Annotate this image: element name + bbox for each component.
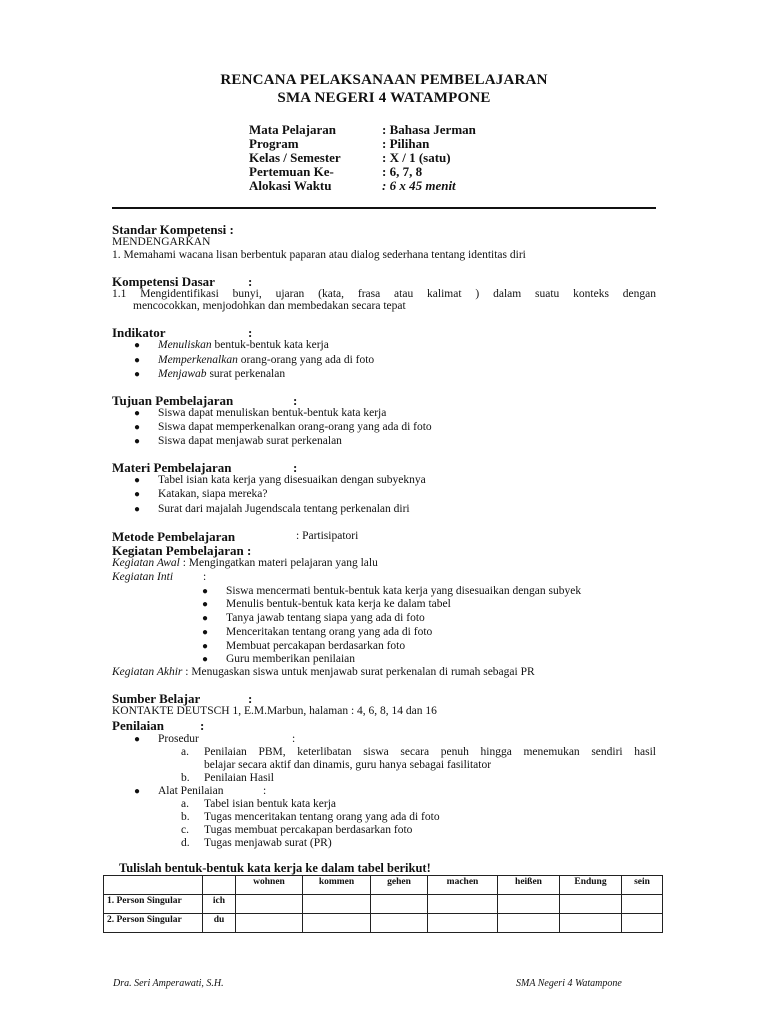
materi-text: Tabel isian kata kerja yang disesuaikan dengan subyeknya — [158, 474, 426, 486]
answer-cell[interactable] — [560, 895, 622, 914]
table-header: heißen — [498, 876, 560, 895]
bullet-icon: ● — [202, 586, 209, 597]
standar-heading: Standar Kompetensi : — [112, 222, 234, 237]
table-header: Endung — [560, 876, 622, 895]
answer-cell[interactable] — [236, 895, 303, 914]
alat-item: Tugas menjawab surat (PR) — [204, 837, 332, 849]
meta-key: Alokasi Waktu — [249, 178, 332, 193]
meta-value: : Bahasa Jerman — [382, 122, 476, 137]
school-name: SMA NEGERI 4 WATAMPONE — [277, 90, 491, 106]
meta-value: : X / 1 (satu) — [382, 150, 451, 165]
answer-cell[interactable] — [303, 914, 371, 933]
indikator-verb: Menjawab — [158, 368, 207, 380]
bullet-icon: ● — [134, 340, 141, 351]
bullet-icon: ● — [134, 355, 141, 366]
prosedur-colon: : — [292, 733, 296, 745]
letter-d: d. — [181, 837, 190, 849]
bullet-icon: ● — [134, 408, 141, 419]
bullet-icon: ● — [134, 369, 141, 380]
table-header: gehen — [371, 876, 428, 895]
prosedur-a-line1: Penilaian PBM, keterlibatan siswa secara penuh hingga menemukan sendiri hasil — [204, 746, 656, 758]
list-item — [134, 435, 342, 447]
list-item — [134, 354, 374, 366]
list-item — [134, 503, 410, 515]
tujuan-heading: Tujuan Pembelajaran — [112, 393, 234, 408]
answer-cell[interactable] — [622, 895, 663, 914]
letter-c: c. — [181, 824, 189, 836]
kompetensi-heading: Kompetensi Dasar — [112, 274, 215, 289]
kegiatan-akhir — [112, 666, 535, 678]
pronoun-cell: ich — [203, 895, 236, 914]
indikator-colon: : — [248, 325, 253, 340]
alat-item: Tabel isian bentuk kata kerja — [204, 798, 337, 810]
table-header: kommen — [303, 876, 371, 895]
bullet-icon: ● — [134, 489, 141, 500]
meta-key: Program — [249, 136, 299, 151]
kegiatan-inti-colon: : — [203, 571, 207, 583]
alat-label: Alat Penilaian — [158, 785, 224, 797]
list-item — [202, 626, 432, 638]
penilaian-colon: : — [200, 718, 205, 733]
list-item — [134, 733, 199, 745]
list-item — [134, 474, 426, 486]
tujuan-text: Siswa dapat menuliskan bentuk-bentuk kata kerja — [158, 407, 387, 419]
kompetensi-line1: 1.1 Mengidentifikasi bunyi, ujaran (kata, frasa atau kalimat ) dalam suatu konteks dengan — [112, 288, 656, 300]
table-header: sein — [622, 876, 663, 895]
letter-b: b. — [181, 772, 190, 784]
kegiatan-awal — [112, 557, 378, 569]
meta-value: : 6, 7, 8 — [382, 164, 423, 179]
kegiatan-heading: Kegiatan Pembelajaran : — [112, 543, 252, 558]
bullet-icon: ● — [134, 504, 141, 515]
list-item — [202, 640, 405, 652]
bullet-icon: ● — [202, 613, 209, 624]
answer-cell[interactable] — [428, 895, 498, 914]
table-header-row — [104, 876, 663, 895]
kegiatan-inti-text: Membuat percakapan berdasarkan foto — [226, 640, 406, 652]
standar-sub: MENDENGARKAN — [112, 236, 211, 248]
bullet-icon: ● — [202, 627, 209, 638]
person-cell: 2. Person Singular — [104, 914, 203, 933]
kegiatan-inti-text: Menulis bentuk-bentuk kata kerja ke dalam tabel — [226, 598, 451, 610]
kompetensi-line2: mencocokkan, menjodohkan dan membedakan secara tepat — [133, 300, 406, 312]
meta-key: Mata Pelajaran — [249, 122, 337, 137]
list-item — [134, 785, 223, 797]
answer-cell[interactable] — [428, 914, 498, 933]
tujuan-colon: : — [293, 393, 298, 408]
alat-colon: : — [263, 785, 267, 797]
meta-key: Kelas / Semester — [249, 150, 341, 165]
metode-heading: Metode Pembelajaran — [112, 529, 236, 544]
bullet-icon: ● — [202, 599, 209, 610]
letter-a: a. — [181, 746, 189, 758]
kegiatan-inti-label: Kegiatan Inti — [112, 571, 174, 583]
bullet-icon: ● — [134, 475, 141, 486]
list-item — [134, 368, 285, 380]
indikator-text: surat perkenalan — [206, 368, 286, 380]
answer-cell[interactable] — [622, 914, 663, 933]
metode-value: : Partisipatori — [296, 530, 359, 542]
list-item — [202, 598, 451, 610]
prosedur-a-line2: belajar secara aktif dan dinamis, guru hanya sebagai fasilitator — [204, 759, 492, 771]
prosedur-b: Penilaian Hasil — [204, 772, 274, 784]
bullet-icon: ● — [202, 641, 209, 652]
alat-item: Tugas menceritakan tentang orang yang ada di foto — [204, 811, 440, 823]
list-item — [134, 407, 386, 419]
answer-cell[interactable] — [560, 914, 622, 933]
kompetensi-colon: : — [248, 274, 253, 289]
kegiatan-inti-text: Guru memberikan penilaian — [226, 653, 356, 665]
bullet-icon: ● — [134, 422, 141, 433]
indikator-text: bentuk-bentuk kata kerja — [211, 339, 329, 351]
kegiatan-awal-label: Kegiatan Awal — [112, 557, 180, 569]
tujuan-text: Siswa dapat menjawab surat perkenalan — [158, 435, 342, 447]
table-row — [104, 914, 663, 933]
verb-table — [103, 875, 663, 933]
materi-text: Katakan, siapa mereka? — [158, 488, 268, 500]
header-divider — [112, 207, 656, 209]
sumber-text: KONTAKTE DEUTSCH 1, E.M.Marbun, halaman : 4, 6, 8, 14 dan 16 — [112, 705, 437, 717]
meta-value: : 6 x 45 menit — [382, 178, 456, 193]
meta-row-time — [249, 178, 456, 194]
table-header: machen — [428, 876, 498, 895]
list-item — [202, 585, 581, 597]
indikator-heading: Indikator — [112, 325, 166, 340]
table-header — [104, 876, 203, 895]
indikator-verb: Menuliskan — [158, 339, 212, 351]
kegiatan-akhir-label: Kegiatan Akhir — [112, 666, 183, 678]
kegiatan-akhir-value: : Menugaskan siswa untuk menjawab surat perkenalan di rumah sebagai PR — [185, 666, 535, 678]
letter-b: b. — [181, 811, 190, 823]
answer-cell[interactable] — [371, 895, 428, 914]
sumber-heading: Sumber Belajar — [112, 691, 201, 706]
kegiatan-inti-text: Tanya jawab tentang siapa yang ada di foto — [226, 612, 425, 624]
list-item — [134, 339, 329, 351]
bullet-icon: ● — [134, 734, 141, 745]
kegiatan-inti-text: Siswa mencermati bentuk-bentuk kata kerja yang disesuaikan dengan subyek — [226, 585, 582, 597]
document-title: RENCANA PELAKSANAAN PEMBELAJARAN — [220, 72, 548, 88]
answer-cell[interactable] — [236, 914, 303, 933]
pronoun-cell: du — [203, 914, 236, 933]
table-header — [203, 876, 236, 895]
alat-item: Tugas membuat percakapan berdasarkan foto — [204, 824, 413, 836]
table-instruction: Tulislah bentuk-bentuk kata kerja ke dalam tabel berikut! — [119, 861, 431, 875]
letter-a: a. — [181, 798, 189, 810]
indikator-text: orang-orang yang ada di foto — [237, 354, 375, 366]
indikator-verb: Memperkenalkan — [158, 354, 238, 366]
footer-school: SMA Negeri 4 Watampone — [516, 978, 622, 989]
penilaian-heading: Penilaian — [112, 718, 165, 733]
bullet-icon: ● — [134, 786, 141, 797]
table-header: wohnen — [236, 876, 303, 895]
list-item — [134, 421, 432, 433]
person-cell: 1. Person Singular — [104, 895, 203, 914]
meta-value: : Pilihan — [382, 136, 430, 151]
materi-colon: : — [293, 460, 298, 475]
answer-cell[interactable] — [303, 895, 371, 914]
bullet-icon: ● — [202, 654, 209, 665]
answer-cell[interactable] — [371, 914, 428, 933]
list-item — [134, 488, 268, 500]
kegiatan-awal-value: : Mengingatkan materi pelajaran yang lalu — [182, 557, 378, 569]
prosedur-label: Prosedur — [158, 733, 199, 745]
answer-cell[interactable] — [498, 895, 560, 914]
meta-key: Pertemuan Ke- — [249, 164, 334, 179]
tujuan-text: Siswa dapat memperkenalkan orang-orang yang ada di foto — [158, 421, 432, 433]
answer-cell[interactable] — [498, 914, 560, 933]
kegiatan-inti-text: Menceritakan tentang orang yang ada di foto — [226, 626, 433, 638]
materi-heading: Materi Pembelajaran — [112, 460, 232, 475]
list-item — [202, 612, 425, 624]
sumber-colon: : — [248, 691, 253, 706]
standar-item: 1. Memahami wacana lisan berbentuk paparan atau dialog sederhana tentang identitas diri — [112, 249, 526, 261]
table-row — [104, 895, 663, 914]
footer-author: Dra. Seri Amperawati, S.H. — [113, 978, 224, 989]
materi-text: Surat dari majalah Jugendscala tentang perkenalan diri — [158, 503, 410, 515]
bullet-icon: ● — [134, 436, 141, 447]
list-item — [202, 653, 355, 665]
